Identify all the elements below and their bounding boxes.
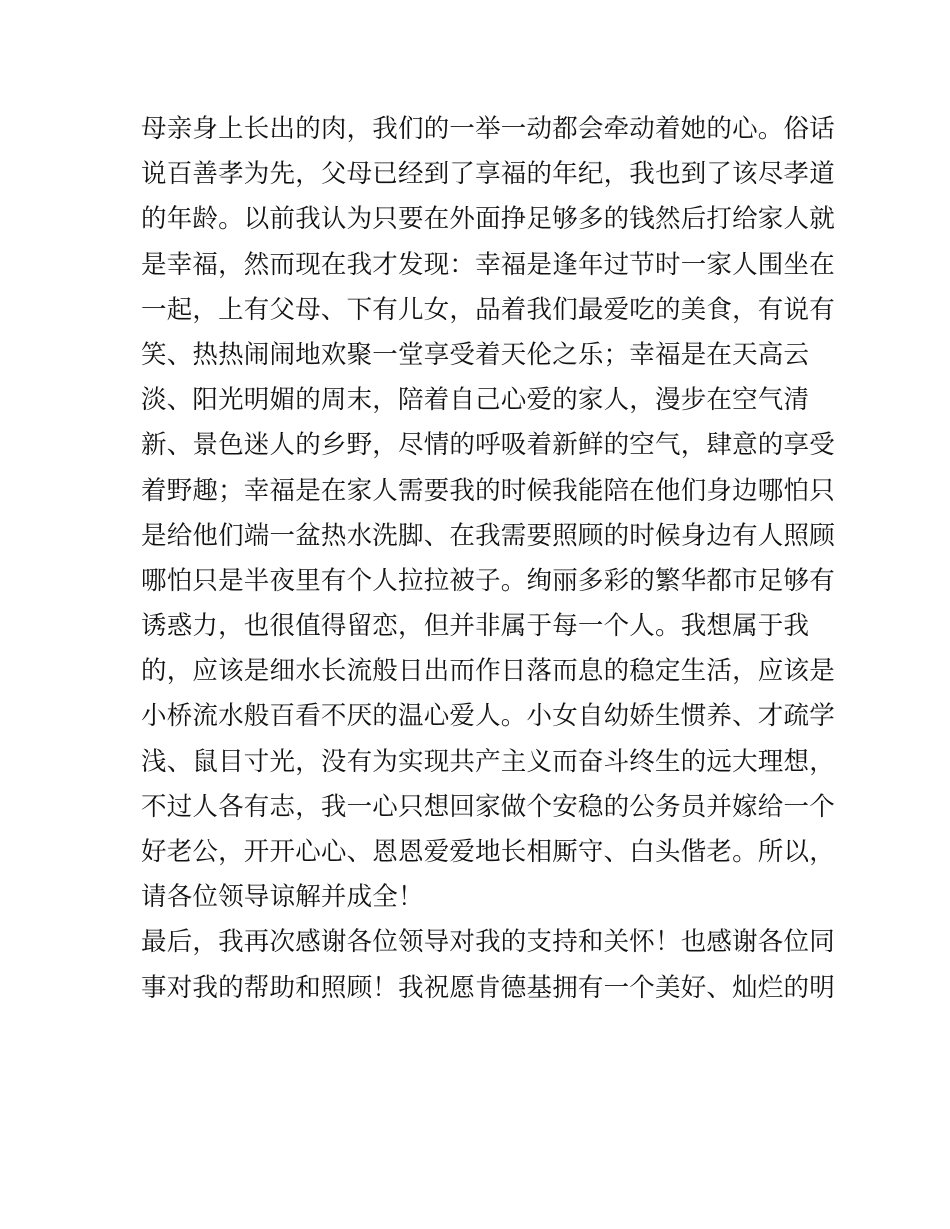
- text-line: 是幸福，然而现在我才发现：幸福是逢年过节时一家人围坐在: [141, 249, 835, 280]
- text-line: 请各位领导谅解并成全！: [141, 882, 424, 913]
- text-line: 着野趣；幸福是在家人需要我的时候我能陪在他们身边哪怕只: [141, 475, 835, 506]
- text-line: 小桥流水般百看不厌的温心爱人。小女自幼娇生惯养、才疏学: [141, 701, 835, 732]
- text-line: 母亲身上长出的肉，我们的一举一动都会牵动着她的心。俗话: [141, 114, 835, 144]
- text-line: 的，应该是细水长流般日出而作日落而息的稳定生活，应该是: [141, 656, 835, 687]
- text-line: 不过人各有志，我一心只想回家做个安稳的公务员并嫁给一个: [141, 791, 835, 822]
- text-line: 哪怕只是半夜里有个人拉拉被子。绚丽多彩的繁华都市足够有: [141, 565, 835, 596]
- text-line: 最后，我再次感谢各位领导对我的支持和关怀！也感谢各位同: [141, 927, 835, 958]
- text-line: 事对我的帮助和照顾！我祝愿肯德基拥有一个美好、灿烂的明: [141, 972, 835, 1003]
- body-text: [141, 107, 835, 1011]
- text-line: 是给他们端一盆热水洗脚、在我需要照顾的时候身边有人照顾: [141, 520, 835, 551]
- text-line: 笑、热热闹闹地欢聚一堂享受着天伦之乐；幸福是在天高云: [141, 339, 810, 370]
- text-line: 好老公，开开心心、恩恩爱爱地长相厮守、白头偕老。所以，: [141, 837, 835, 867]
- text-line: 一起，上有父母、下有儿女，品着我们最爱吃的美食，有说有: [141, 294, 835, 325]
- text-line: 新、景色迷人的乡野，尽情的呼吸着新鲜的空气，肆意的享受: [141, 430, 835, 461]
- text-line: 淡、阳光明媚的周末，陪着自己心爱的家人，漫步在空气清: [141, 385, 810, 416]
- text-line: 浅、鼠目寸光，没有为实现共产主义而奋斗终生的远大理想，: [141, 746, 835, 777]
- text-line: 说百善孝为先，父母已经到了享福的年纪，我也到了该尽孝道: [141, 159, 835, 190]
- text-line: 的年龄。以前我认为只要在外面挣足够多的钱然后打给家人就: [141, 204, 835, 235]
- text-line: 诱惑力，也很值得留恋，但并非属于每一个人。我想属于我: [141, 611, 810, 642]
